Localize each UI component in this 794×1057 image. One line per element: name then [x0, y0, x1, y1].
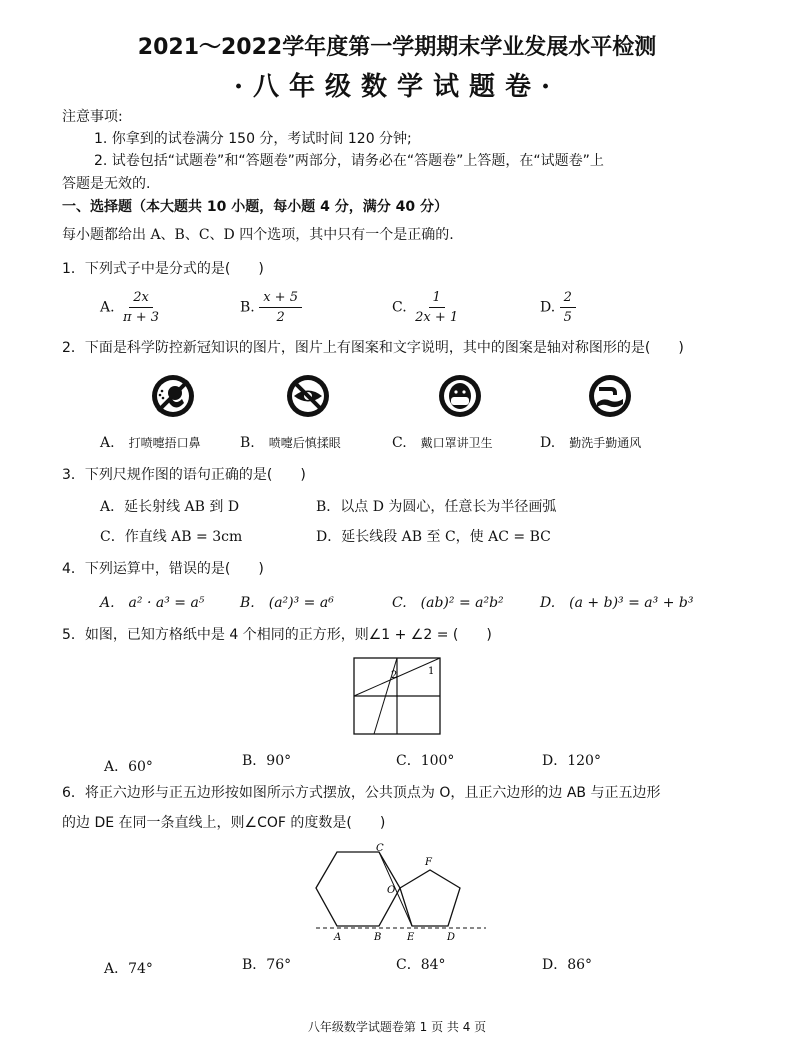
notice-item-1: 1. 你拿到的试卷满分 150 分，考试时间 120 分钟;: [94, 131, 412, 147]
section-heading: 一、选择题（本大题共 10 小题，每小题 4 分，满分 40 分）: [62, 199, 448, 215]
q2-stem: 2．下面是科学防控新冠知识的图片，图片上有图案和文字说明，其中的图案是轴对称图形的是( ): [62, 340, 684, 356]
q3-option-d[interactable]: D．延长线段 AB 至 C，使 AC = BC: [316, 529, 551, 545]
numerator: 2x: [129, 290, 153, 308]
q5-option-a[interactable]: A．60°: [104, 759, 153, 775]
q5-stem: 5．如图，已知方格纸中是 4 个相同的正方形，则∠1 + ∠2 = ( ): [62, 627, 492, 643]
notice-item-2a: 2. 试卷包括“试题卷”和“答题卷”两部分，请务必在“答题卷”上答题，在“试题卷”上: [94, 153, 604, 169]
q3-option-c[interactable]: C．作直线 AB = 3cm: [100, 529, 243, 545]
q6-stem-line2: 的边 DE 在同一条直线上，则∠COF 的度数是( ): [62, 815, 386, 831]
option-label: A.: [100, 435, 115, 451]
q6-option-b[interactable]: B．76°: [242, 957, 292, 973]
angle-2-label: 2: [391, 670, 398, 681]
option-label: B.: [240, 435, 255, 451]
q2-option-b[interactable]: [240, 432, 341, 452]
denominator: π + 3: [123, 310, 159, 325]
label-B: B: [374, 932, 382, 943]
option-label: B.: [240, 299, 255, 316]
polygon-figure: [310, 840, 490, 945]
q6-option-a[interactable]: A．74°: [104, 961, 153, 977]
q3-option-b[interactable]: B．以点 D 为圆心，任意长为半径画弧: [316, 499, 557, 515]
q4-stem: 4．下列运算中，错误的是( ): [62, 561, 264, 577]
label-E: E: [407, 932, 415, 943]
notice-heading: 注意事项:: [62, 109, 123, 125]
label-O: O: [387, 885, 396, 896]
fraction: [411, 290, 462, 325]
q1-option-a[interactable]: [100, 290, 163, 325]
q3-option-a[interactable]: A．延长射线 AB 到 D: [100, 499, 240, 515]
q4-option-d[interactable]: D. (a + b)³ = a³ + b³: [540, 595, 694, 611]
option-text: 打喷嚏捂口鼻: [128, 436, 201, 450]
denominator: 5: [563, 310, 572, 325]
q5-option-c[interactable]: C．100°: [396, 753, 455, 769]
numerator: 1: [429, 290, 445, 308]
label-A: A: [334, 932, 342, 943]
fraction: [119, 290, 163, 325]
label-C: C: [376, 843, 384, 854]
page-footer: 八年级数学试题卷第 1 页 共 4 页: [307, 1020, 487, 1034]
mask-icon: [437, 373, 483, 419]
option-label: D.: [540, 299, 556, 316]
q2-option-c[interactable]: [392, 432, 493, 452]
sneeze-cover-icon: [150, 373, 196, 419]
option-label: D.: [540, 435, 556, 451]
q3-stem: 3．下列尺规作图的语句正确的是( ): [62, 467, 306, 483]
exam-subtitle: ·八年级数学试题卷·: [233, 72, 561, 102]
option-text: 勤洗手勤通风: [569, 436, 642, 450]
numerator: 2: [560, 290, 576, 308]
q4-option-b[interactable]: B. (a²)³ = a⁶: [240, 595, 334, 611]
q4-option-c[interactable]: C. (ab)² = a²b²: [392, 595, 504, 611]
q6-option-d[interactable]: D．86°: [542, 957, 593, 973]
denominator: 2x + 1: [415, 310, 459, 325]
fraction: [259, 290, 302, 325]
q1-stem: 1．下列式子中是分式的是( ): [62, 261, 264, 277]
q2-option-a[interactable]: [100, 432, 201, 452]
notice-item-2b: 答题是无效的.: [62, 176, 151, 192]
option-label: A.: [100, 299, 115, 316]
option-label: C.: [392, 299, 407, 316]
numerator: x + 5: [259, 290, 302, 308]
q4-option-a[interactable]: A. a² · a³ = a⁵: [100, 595, 205, 611]
option-text: 喷嚏后慎揉眼: [268, 436, 341, 450]
q5-option-b[interactable]: B．90°: [242, 753, 292, 769]
hand-washing-icon: [587, 373, 633, 419]
q1-option-c[interactable]: [392, 290, 462, 325]
angle-1-label: 1: [428, 666, 435, 677]
q2-option-d[interactable]: [540, 432, 641, 452]
q6-stem-line1: 6．将正六边形与正五边形按如图所示方式摆放，公共顶点为 O，且正六边形的边 AB 与正五边形: [62, 785, 661, 801]
grid-figure: [352, 656, 444, 738]
fraction: [560, 290, 576, 325]
section-instruction: 每小题都给出 A、B、C、D 四个选项，其中只有一个是正确的.: [62, 227, 454, 243]
q6-option-c[interactable]: C．84°: [396, 957, 446, 973]
denominator: 2: [276, 310, 285, 325]
label-D: D: [447, 932, 456, 943]
exam-title: 2021～2022学年度第一学期期末学业发展水平检测: [137, 35, 657, 60]
option-label: C.: [392, 435, 407, 451]
option-text: 戴口罩讲卫生: [420, 436, 493, 450]
q5-option-d[interactable]: D．120°: [542, 753, 601, 769]
label-F: F: [425, 857, 432, 868]
no-eye-rubbing-icon: [285, 373, 331, 419]
q1-option-d[interactable]: [540, 290, 576, 325]
q1-option-b[interactable]: [240, 290, 302, 325]
